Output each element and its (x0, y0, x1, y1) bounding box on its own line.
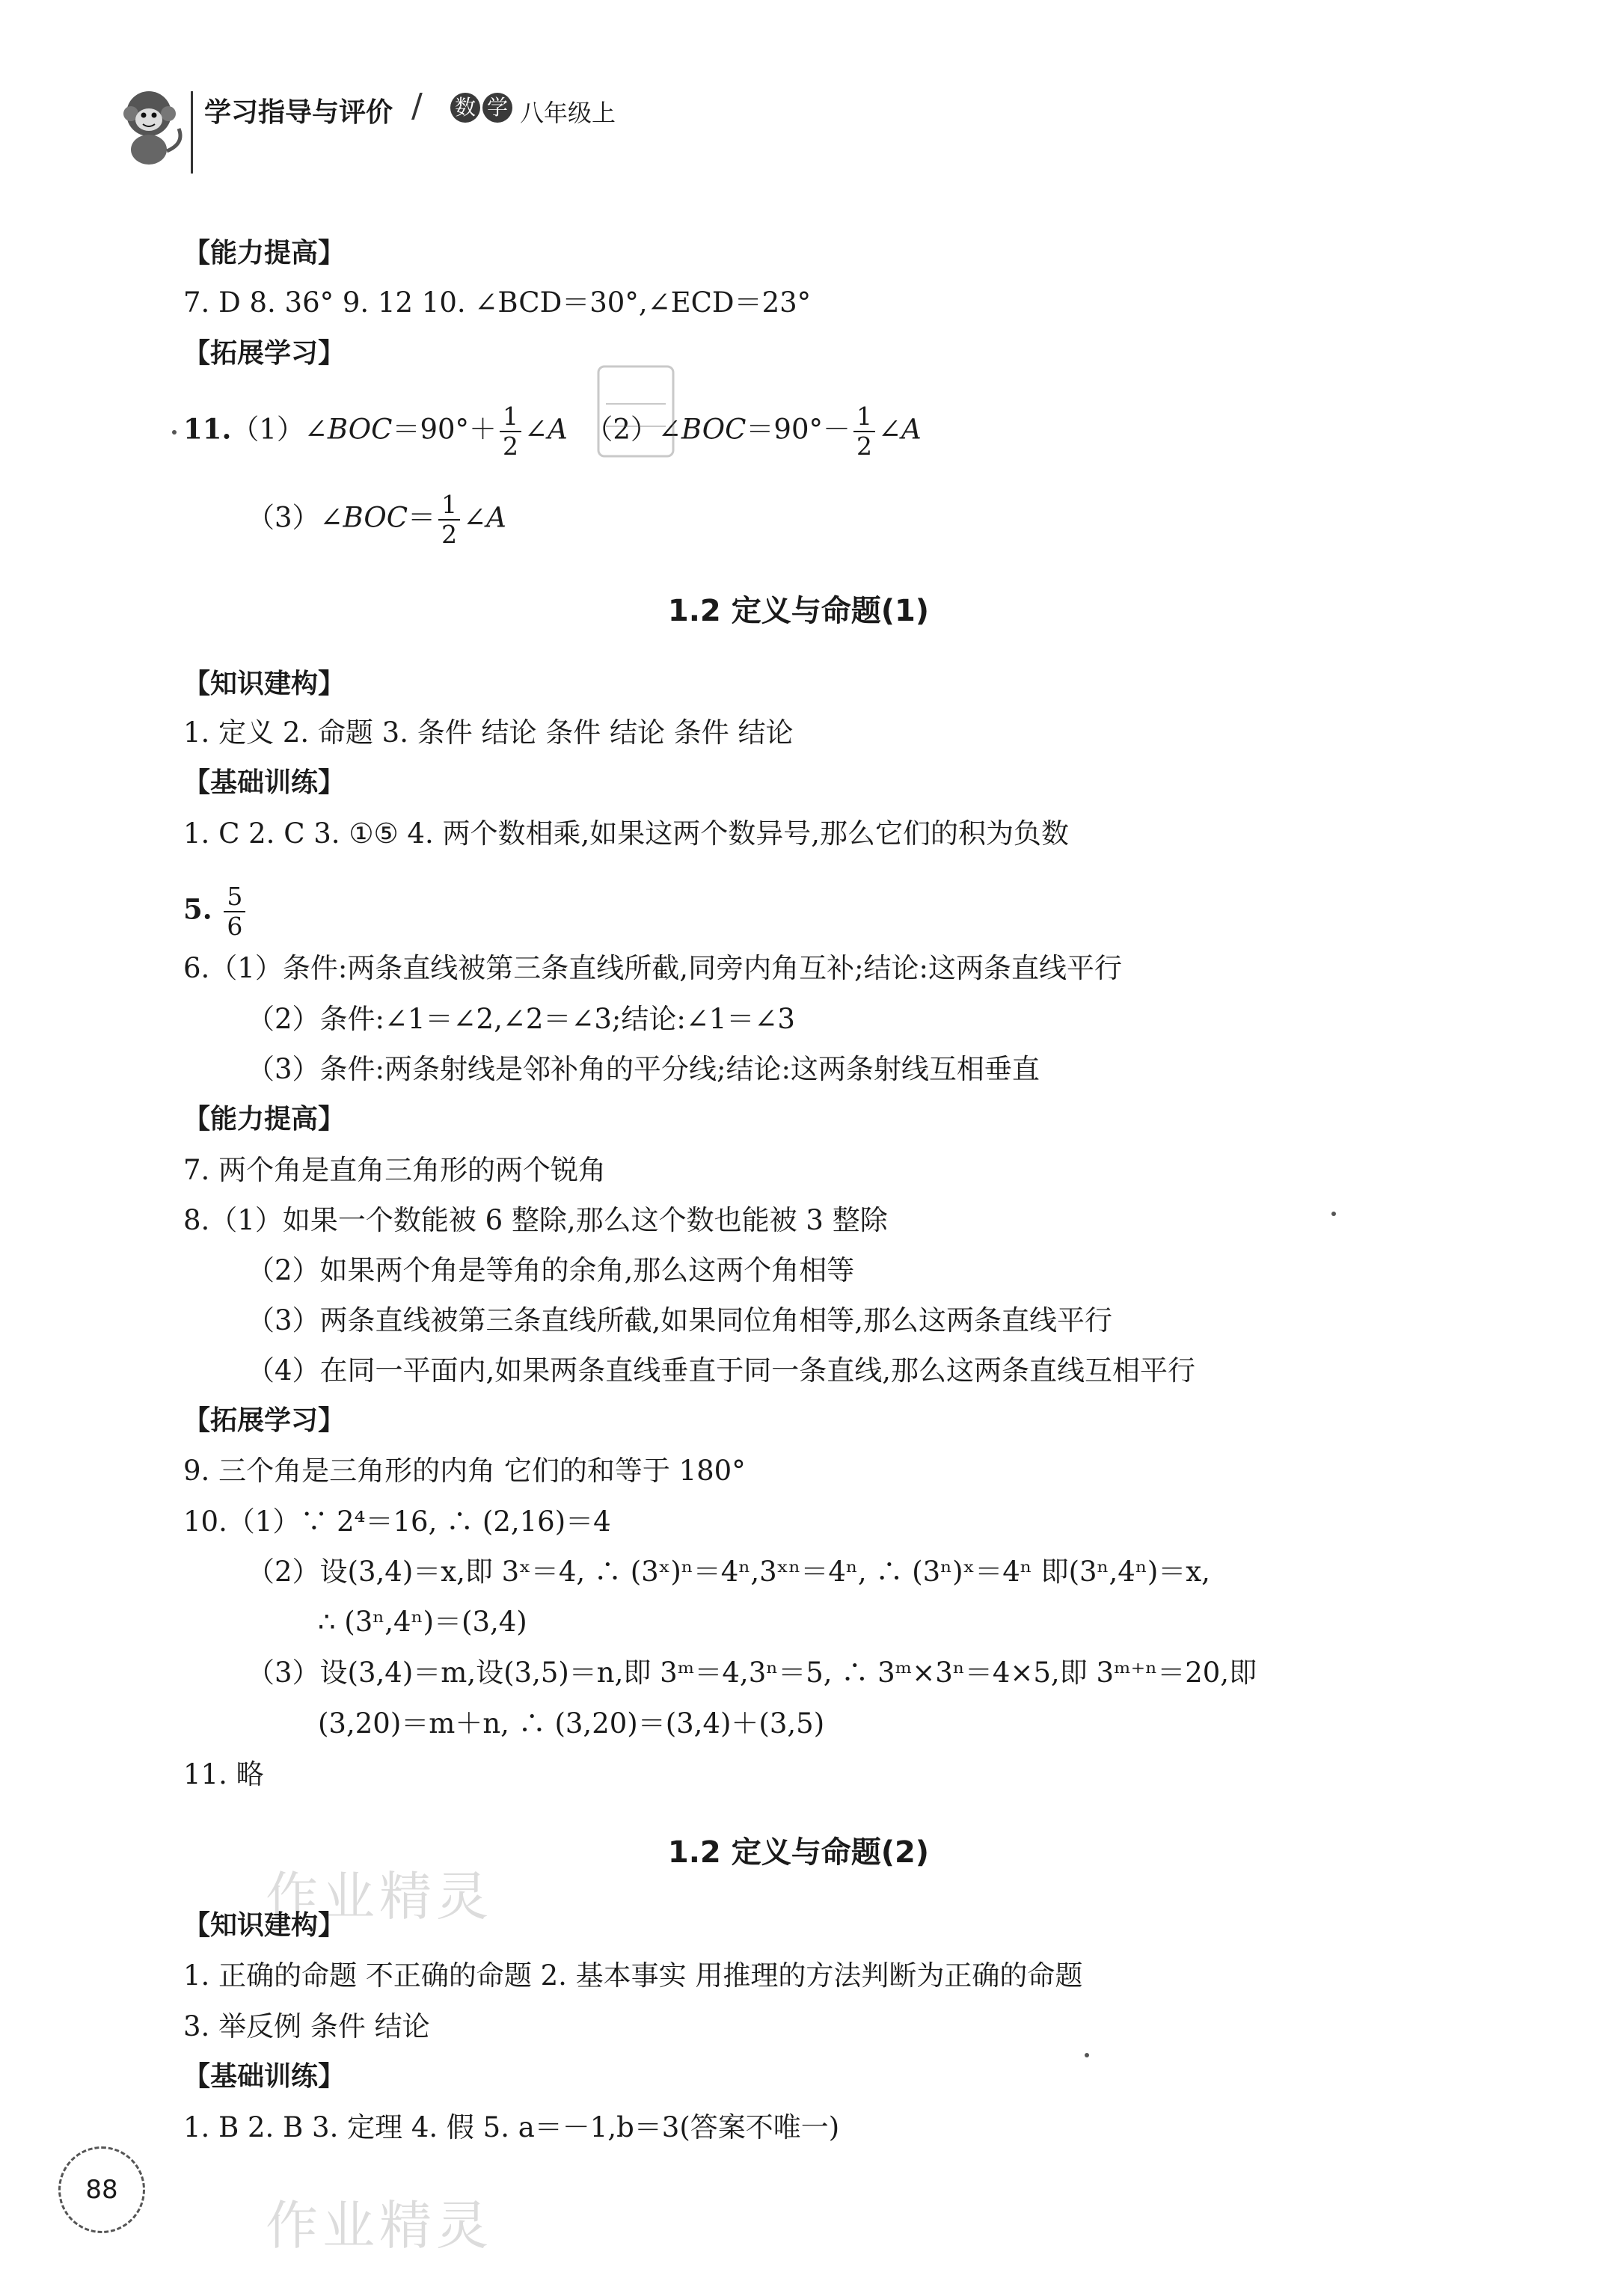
answer-line-11-3: （3）∠BOC＝ $\frac{1}{2}$ ∠A (247, 490, 506, 549)
answer-line: 1. 正确的命题 不正确的命题 2. 基本事实 用推理的方法判断为正确的命题 (183, 1959, 1083, 1992)
watermark-text: 作业精灵 (266, 1866, 493, 1927)
answer-line: 7. 两个角是直角三角形的两个锐角 (183, 1154, 607, 1186)
grade-label: 八年级上 (520, 99, 616, 127)
answer-line: （3）两条直线被第三条直线所截,如果同位角相等,那么这两条直线平行 (247, 1304, 1113, 1336)
answer-line: 9. 三个角是三角形的内角 它们的和等于 180° (183, 1455, 746, 1487)
monkey-mascot-icon (116, 84, 187, 166)
answer-line: （3）设(3,4)＝m,设(3,5)＝n,即 3ᵐ＝4,3ⁿ＝5, ∴ 3ᵐ×3ⁿ＝4×5,即 3ᵐ⁺ⁿ＝20,即 (247, 1657, 1257, 1689)
answer-line: 1. C 2. C 3. ①⑤ 4. 两个数相乘,如果这两个数异号,那么它们的积为负数 (183, 817, 1070, 850)
subject-badge-char-1: 数 (450, 93, 480, 123)
speck (172, 430, 177, 435)
answer-line: 11. 略 (183, 1758, 264, 1790)
speck (1085, 2053, 1089, 2057)
fraction: $\frac{5}{6}$ (224, 883, 245, 941)
answer-line: ∴ (3ⁿ,4ⁿ)＝(3,4) (318, 1606, 527, 1638)
fraction: $\frac{1}{2}$ (853, 402, 875, 461)
series-title: 学习指导与评价 (204, 97, 393, 128)
header-divider (191, 91, 193, 174)
answer-text: 7. D 8. 36° 9. 12 10. ∠BCD＝30°,∠ECD＝23° (183, 286, 812, 319)
speck (1331, 1212, 1336, 1216)
answer-line: （2）条件:∠1＝∠2,∠2＝∠3;结论:∠1＝∠3 (247, 1003, 795, 1035)
section-heading: 【能力提高】 (183, 238, 346, 268)
section-heading: 【基础训练】 (183, 2061, 346, 2092)
answer-line: 10.（1）∵ 2⁴＝16, ∴ (2,16)＝4 (183, 1505, 611, 1538)
section-title: 1.2 定义与命题(2) (667, 1835, 930, 1870)
section-heading: 【知识建构】 (183, 669, 346, 699)
section-heading: 【拓展学习】 (183, 1405, 346, 1436)
section-heading: 【拓展学习】 (183, 338, 346, 369)
answer-line: 1. B 2. B 3. 定理 4. 假 5. a＝－1,b＝3(答案不唯一) (183, 2111, 840, 2143)
section-title: 1.2 定义与命题(1) (667, 594, 930, 628)
fraction: $\frac{1}{2}$ (500, 402, 521, 461)
section-heading: 【基础训练】 (183, 767, 346, 798)
section-heading: 【知识建构】 (183, 1910, 346, 1941)
answer-line (183, 284, 811, 322)
page-number: 88 (58, 2146, 145, 2233)
section-heading: 【能力提高】 (183, 1104, 346, 1135)
answer-line-5: 5. $\frac{5}{6}$ (183, 883, 248, 941)
stamp-watermark (591, 359, 681, 464)
answer-line: （3）条件:两条射线是邻补角的平分线;结论:这两条射线互相垂直 (247, 1053, 1040, 1085)
answer-line-11: 11.（1）∠BOC＝90°＋ $\frac{1}{2}$ ∠A （2）∠BOC＝90°－ $\frac{1}{2}$ ∠A (183, 402, 922, 461)
watermark-text: 作业精灵 (266, 2195, 493, 2256)
answer-line: （2）如果两个角是等角的余角,那么这两个角相等 (247, 1254, 855, 1286)
answer-line: （4）在同一平面内,如果两条直线垂直于同一条直线,那么这两条直线互相平行 (247, 1354, 1196, 1387)
answer-line: （2）设(3,4)＝x,即 3ˣ＝4, ∴ (3ˣ)ⁿ＝4ⁿ,3ˣⁿ＝4ⁿ, ∴ (3ⁿ)ˣ＝4ⁿ 即(3ⁿ,4ⁿ)＝x, (247, 1556, 1210, 1588)
subject-badge-char-2: 学 (482, 93, 512, 123)
fraction: $\frac{1}{2}$ (438, 491, 460, 549)
answer-line: (3,20)＝m＋n, ∴ (3,20)＝(3,4)＋(3,5) (318, 1707, 825, 1740)
answer-line: 3. 举反例 条件 结论 (183, 2010, 430, 2042)
page-header (116, 75, 789, 172)
header-slash: / (411, 87, 423, 125)
answer-line: 1. 定义 2. 命题 3. 条件 结论 条件 结论 条件 结论 (183, 716, 794, 749)
answer-line: 6.（1）条件:两条直线被第三条直线所截,同旁内角互补;结论:这两条直线平行 (183, 952, 1122, 984)
answer-line: 8.（1）如果一个数能被 6 整除,那么这个数也能被 3 整除 (183, 1204, 888, 1236)
